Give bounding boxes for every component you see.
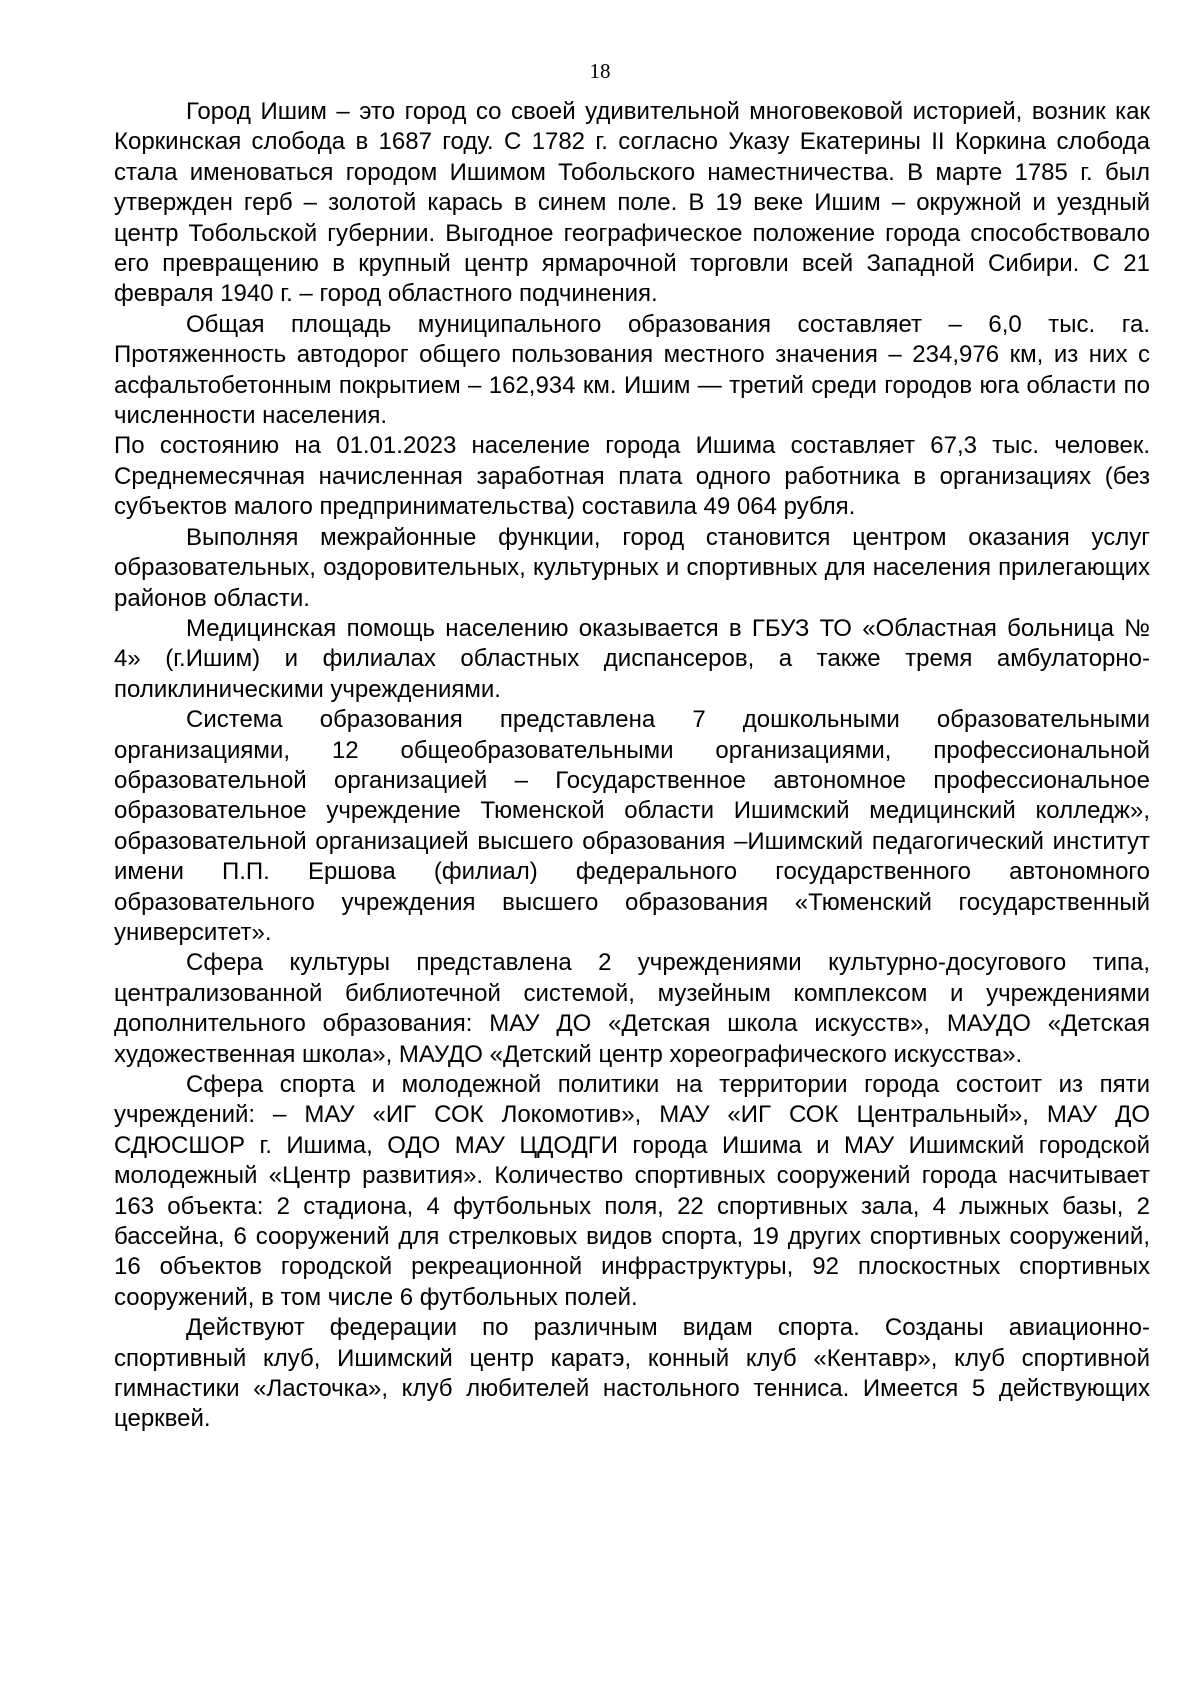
document-body	[114, 97, 1150, 1435]
paragraph-sports: Сфера спорта и молодежной политики на территории города состоит из пяти учреждений: – МАУ «ИГ СОК Локомотив», МАУ «ИГ СОК Центральный», МАУ ДО СДЮСШОР г. Ишима, ОДО МАУ ЦДОДГИ города Ишима и МАУ Ишимский городской молодежный «Центр развития». Количество спортивных сооружений города насчитывает 163 объекта: 2 стадиона, 4 футбольных поля, 22 спортивных зала, 4 лыжных базы, 2 бассейна, 6 сооружений для стрелковых видов спорта, 19 других спортивных сооружений, 16 объектов городской рекреационной инфраструктуры, 92 плоскостных спортивных сооружений, в том числе 6 футбольных полей.	[114, 1071, 1150, 1311]
paragraph-federations-churches: Действуют федерации по различным видам спорта. Созданы авиационно-спортивный клуб, Ишимский центр каратэ, конный клуб «Кентавр», клуб спортивной гимнастики «Ласточка», клуб любителей настольного тенниса. Имеется 5 действующих церквей.	[114, 1314, 1150, 1433]
paragraph-culture: Сфера культуры представлена 2 учреждениями культурно-досугового типа, централизованной библиотечной системой, музейным комплексом и учреждениями дополнительного образования: МАУ ДО «Детская школа искусств», МАУДО «Детская художественная школа», МАУДО «Детский центр хореографического искусства».	[114, 949, 1150, 1068]
paragraph-area-roads: Общая площадь муниципального образования составляет – 6,0 тыс. га. Протяженность автодорог общего пользования местного значения – 234,976 км, из них с асфальтобетонным покрытием – 162,934 км. Ишим — третий среди городов юга области по численности населения.	[114, 310, 1150, 430]
paragraph-history: Город Ишим – это город со своей удивительной многовековой историей, возник как Коркинская слобода в 1687 году. С 1782 г. согласно Указу Екатерины II Коркина слобода стала именоваться городом Ишимом Тобольского наместничества. В марте 1785 г. был утвержден герб – золотой карась в синем поле. В 19 веке Ишим – окружной и уездный центр Тобольской губернии. Выгодное географическое положение города способствовало его превращению в крупный центр ярмарочной торговли всей Западной Сибири. С 21 февраля 1940 г. – город областного подчинения.	[114, 98, 1150, 308]
page-number: 18	[589, 59, 611, 83]
paragraph-medical-care: Медицинская помощь населению оказывается в ГБУЗ ТО «Областная больница № 4» (г.Ишим) и филиалах областных диспансеров, а также тремя амбулаторно-поликлиническими учреждениями.	[114, 614, 1150, 703]
paragraph-interdistrict-functions: Выполняя межрайонные функции, город становится центром оказания услуг образовательных, оздоровительных, культурных и спортивных для населения прилегающих районов области.	[114, 523, 1150, 612]
paragraph-population: По состоянию на 01.01.2023 население города Ишима составляет 67,3 тыс. человек. Среднемесячная начисленная заработная плата одного работника в организациях (без субъектов малого предпринимательства) составила 49 064 рубля.	[114, 432, 1150, 521]
paragraph-education: Система образования представлена 7 дошкольными образовательными организациями, 12 общеобразовательными организациями, профессиональной образовательной организацией – Государственное автономное профессиональное образовательное учреждение Тюменской области Ишимский медицинский колледж», образовательной организацией высшего образования –Ишимский педагогический институт имени П.П. Ершова (филиал) федерального государственного автономного образовательного учреждения высшего образования «Тюменский государственный университет».	[114, 706, 1150, 946]
